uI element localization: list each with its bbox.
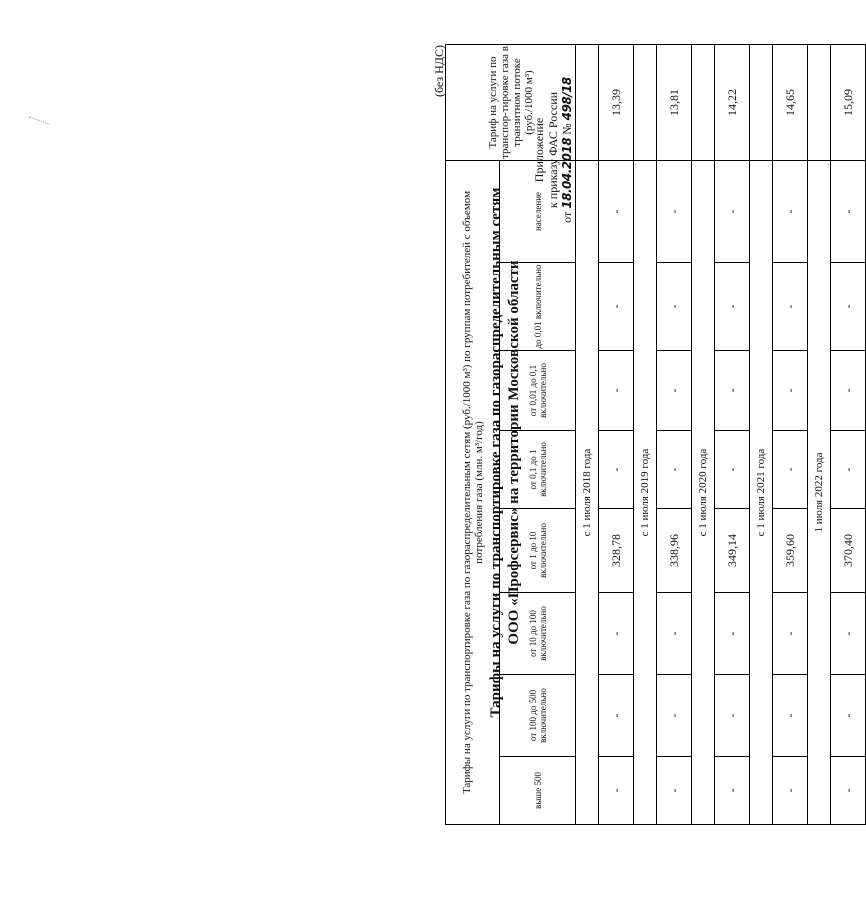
appendix-line-2: к приказу ФАС России [546,91,560,209]
tariff-value: 338,96 [657,509,692,593]
period-label-transit-empty [808,45,831,161]
transit-tariff-value: 13,81 [657,45,692,161]
tariff-value: - [715,757,750,825]
column-header-1: от 100 до 500 включительно [500,675,576,757]
table-row [831,45,866,825]
table-row [715,45,750,825]
tariff-value: - [715,161,750,263]
transit-tariff-value: 15,09 [831,45,866,161]
tariff-value: - [831,351,866,431]
column-header-5: от 0,01 до 0,1 включительно [500,351,576,431]
period-label-transit-empty [692,45,715,161]
period-header-row [808,45,831,825]
table-row [773,45,808,825]
tariff-value: 328,78 [599,509,634,593]
table-row [657,45,692,825]
tariff-value: - [599,263,634,351]
tariff-value: - [773,351,808,431]
tariff-value: - [831,675,866,757]
tariff-value: - [831,757,866,825]
period-label: с 1 июля 2018 года [576,161,599,825]
tariff-value: - [657,351,692,431]
appendix-date-prefix: от [560,211,574,223]
tariff-value: - [657,757,692,825]
tariff-value: - [715,593,750,675]
appendix-number-prefix: № [560,123,574,135]
transit-tariff-value: 14,65 [773,45,808,161]
tariff-value: - [715,351,750,431]
appendix-line-1: Приложение [532,117,546,183]
tariff-value: - [831,161,866,263]
column-header-0: выше 500 [500,757,576,825]
main-header-cell: Тарифы на услуги по транспортировке газа по газораспределительным сетям (руб./1000 м³) по группам потребителей с объемом потребления газа (млн. м³/год) [446,161,500,825]
tariff-value: - [599,161,634,263]
tariff-value: - [831,431,866,509]
table-row [599,45,634,825]
vat-note: (без НДС) [432,45,446,98]
tariff-table [445,44,866,825]
period-label: с 1 июля 2019 года [634,161,657,825]
tariff-value: - [599,431,634,509]
tariff-value: - [599,675,634,757]
tariff-value: - [715,431,750,509]
tariff-value: - [599,757,634,825]
tariff-value: - [773,431,808,509]
tariff-value: - [715,263,750,351]
tariff-value: - [599,593,634,675]
tariff-value: - [773,263,808,351]
tariff-value: - [657,431,692,509]
period-label: с 1 июля 2020 года [692,161,715,825]
column-header-7: население [500,161,576,263]
transit-tariff-value: 13,39 [599,45,634,161]
tariff-value: - [773,757,808,825]
period-header-row [750,45,773,825]
document-title-line-2: ООО «Профсервис» на территории Московской области [506,260,522,645]
column-header-2: от 10 до 100 включительно [500,593,576,675]
tariff-value: - [773,593,808,675]
period-label: с 1 июля 2021 года [750,161,773,825]
transit-tariff-value: 14,22 [715,45,750,161]
handwritten-number: 498/18 [560,77,574,121]
tariff-value: - [657,263,692,351]
tariff-value: 370,40 [831,509,866,593]
document-title-line-1: Тарифы на услуги по транспортировке газа по газораспределительным сетям [488,187,504,718]
tariff-value: - [831,263,866,351]
tariff-value: - [599,351,634,431]
tariff-value: - [773,675,808,757]
period-header-row [634,45,657,825]
tariff-value: - [657,161,692,263]
column-header-6: до 0,01 включительно [500,263,576,351]
period-label: 1 июля 2022 года [808,161,831,825]
period-header-row [692,45,715,825]
period-header-row [576,45,599,825]
tariff-value: 359,60 [773,509,808,593]
transit-header-cell: Тариф на услуги по транспор-тировке газа в транзитном потоке (руб./1000 м³) [446,45,576,161]
tariff-value: - [657,593,692,675]
tariff-value: - [773,161,808,263]
handwritten-date: 18.04.2018 [560,137,574,209]
column-header-4: от 0,1 до 1 включительно [500,431,576,509]
tariff-value: - [715,675,750,757]
period-label-transit-empty [634,45,657,161]
tariff-value: 349,14 [715,509,750,593]
tariff-value: - [657,675,692,757]
period-label-transit-empty [576,45,599,161]
period-label-transit-empty [750,45,773,161]
tariff-value: - [831,593,866,675]
column-header-3: от 1 до 10 включительно [500,509,576,593]
